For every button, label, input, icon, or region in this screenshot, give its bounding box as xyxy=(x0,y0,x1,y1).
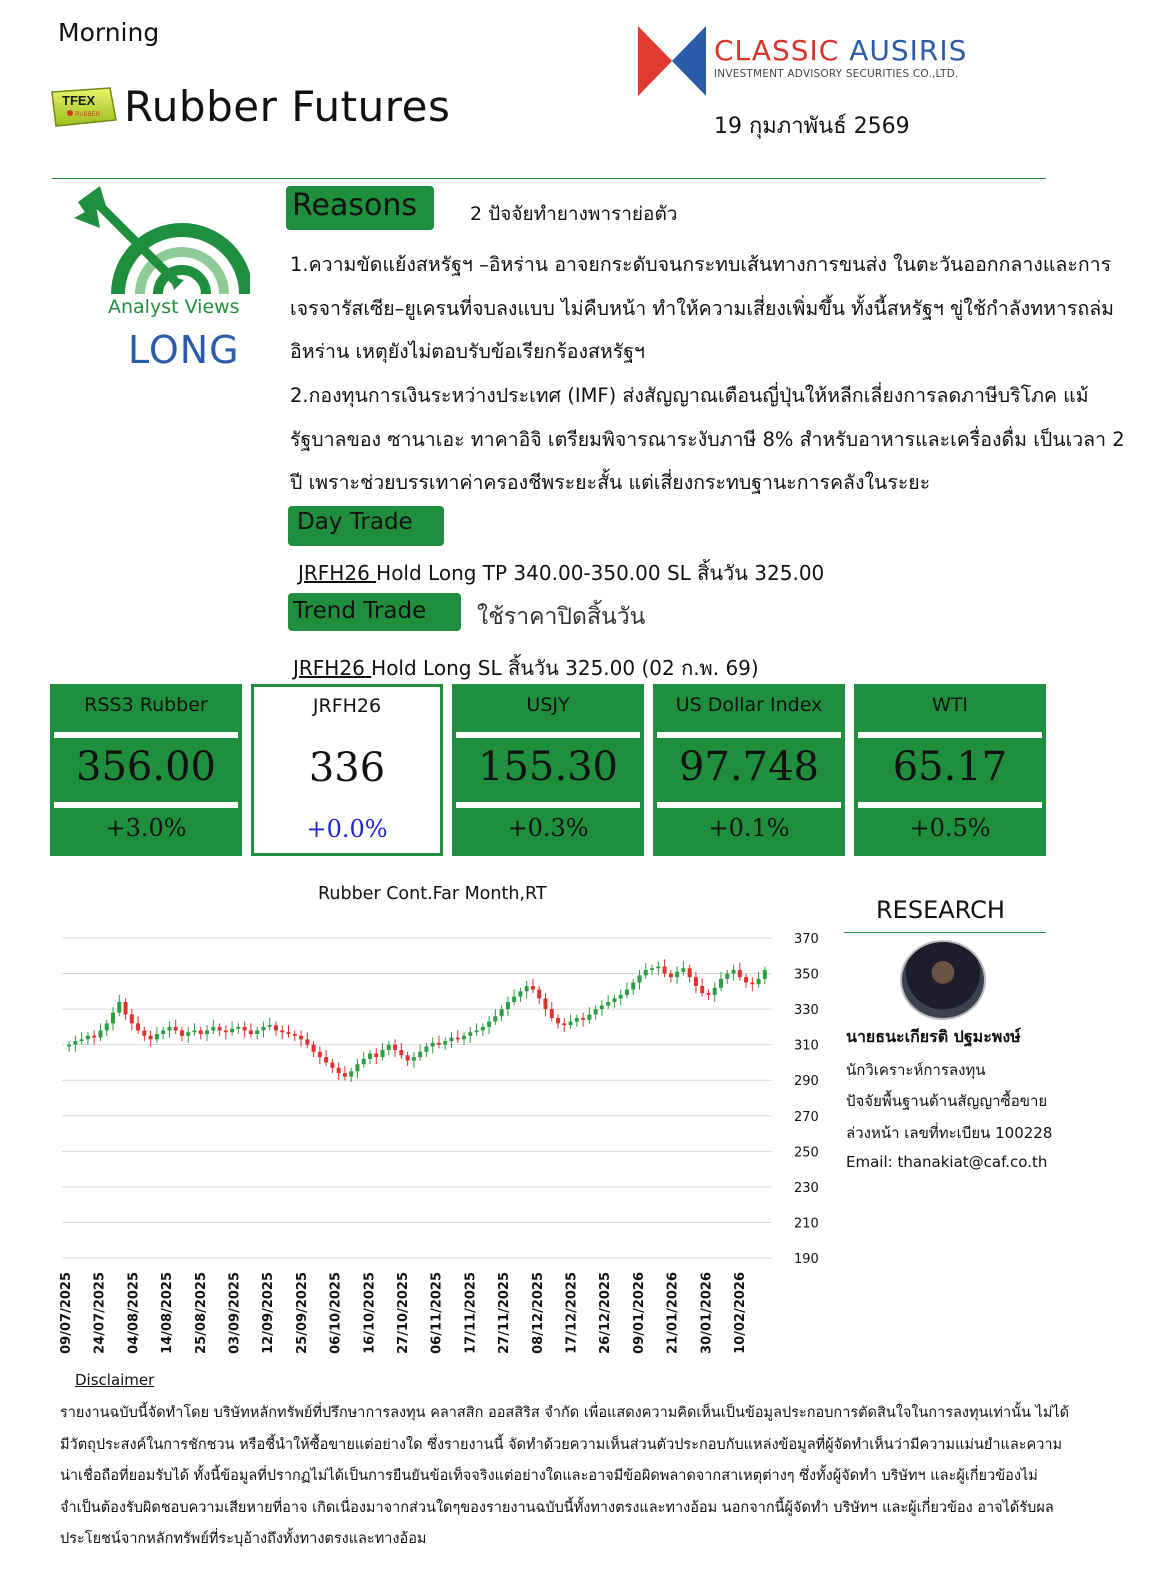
candle-body xyxy=(663,966,667,973)
brand-name-part2: AUSIRIS xyxy=(839,34,968,67)
candle-body xyxy=(393,1045,397,1050)
candle-body xyxy=(299,1036,303,1040)
candle-body xyxy=(318,1052,322,1057)
candle-body xyxy=(274,1025,278,1030)
quote-label: JRFH26 xyxy=(312,695,382,717)
x-tick-label: 25/09/2025 xyxy=(294,1272,310,1354)
quote-label: USJY xyxy=(526,694,570,716)
candle-body xyxy=(67,1045,71,1047)
quote-change: +0.3% xyxy=(507,814,589,842)
candle-body xyxy=(600,1006,604,1010)
quote-rss3 xyxy=(50,684,242,856)
candle-body xyxy=(312,1045,316,1052)
candle-body xyxy=(713,988,717,995)
x-tick-label: 24/07/2025 xyxy=(92,1272,108,1354)
candle-body xyxy=(324,1057,328,1062)
candle-body xyxy=(569,1022,573,1026)
quote-jrfh26 xyxy=(251,684,443,856)
candle-body xyxy=(98,1030,102,1037)
disclaimer-title: Disclaimer xyxy=(75,1371,155,1389)
x-tick-label: 09/01/2026 xyxy=(631,1272,647,1354)
candle-body xyxy=(456,1038,460,1040)
candle-body xyxy=(763,970,767,979)
y-tick-label: 370 xyxy=(794,932,819,947)
candle-body xyxy=(625,990,629,995)
chart-title: Rubber Cont.Far Month,RT xyxy=(318,884,547,904)
quote-change: +0.0% xyxy=(306,815,388,843)
svg-text:RUBBER: RUBBER xyxy=(75,112,101,118)
candle-body xyxy=(261,1027,265,1031)
x-tick-label: 06/10/2025 xyxy=(328,1272,344,1354)
candle-body xyxy=(230,1029,234,1033)
candle-body xyxy=(192,1030,196,1032)
candle-body xyxy=(161,1030,165,1034)
candle-body xyxy=(575,1018,579,1022)
header-divider xyxy=(52,178,1046,179)
candle-body xyxy=(368,1054,372,1059)
candle-body xyxy=(355,1064,359,1071)
candle-body xyxy=(124,1002,128,1014)
candle-body xyxy=(186,1032,190,1036)
quote-divider xyxy=(54,802,238,808)
reason-item-1: 1.ความขัดแย้งสหรัฐฯ –อิหร่าน อาจยกระดับจนกระทบเส้นทางการขนส่ง ในตะวันออกกลางและการเจรจารัสเซีย–ยูเครนที่จบลงแบบ ไม่คืบหน้า ทำให้ความเสี่ยงเพิ่มขึ้น ทั้งนี้สหรัฐฯ ขู่ใช้กำลังทหารถล่มอิหร่าน เหตุยังไม่ตอบรับข้อเรียกร้องสหรัฐฯ xyxy=(290,253,1115,363)
analyst-license-line1: ปัจจัยพื้นฐานด้านสัญญาซื้อขาย xyxy=(846,1092,1048,1110)
candle-body xyxy=(612,998,616,1002)
trend-trade-recommendation xyxy=(293,652,759,684)
candle-body xyxy=(136,1023,140,1030)
quote-label: RSS3 Rubber xyxy=(84,694,208,716)
quote-divider xyxy=(657,732,841,738)
research-title: RESEARCH xyxy=(876,896,1005,924)
quote-usjy xyxy=(452,684,644,856)
quote-divider xyxy=(858,732,1042,738)
quote-divider xyxy=(54,732,238,738)
x-tick-label: 17/11/2025 xyxy=(463,1272,479,1354)
quote-price: 336 xyxy=(308,745,386,791)
candle-body xyxy=(330,1062,334,1067)
candle-body xyxy=(424,1046,428,1051)
candle-body xyxy=(688,968,692,977)
x-tick-label: 03/09/2025 xyxy=(227,1272,243,1354)
candle-body xyxy=(562,1023,566,1025)
analyst-views-label: Analyst Views xyxy=(108,296,240,318)
quote-divider xyxy=(858,802,1042,808)
trend-trade-tag: Trend Trade xyxy=(288,593,461,631)
y-tick-label: 210 xyxy=(794,1216,819,1232)
analyst-role: นักวิเคราะห์การลงทุน xyxy=(846,1061,986,1079)
candle-body xyxy=(399,1050,403,1055)
quote-label: US Dollar Index xyxy=(675,694,823,716)
brand-name xyxy=(714,34,967,67)
candle-body xyxy=(155,1034,159,1039)
day-trade-symbol: JRFH26 xyxy=(298,561,377,585)
disclaimer-text: รายงานฉบับนี้จัดทำโดย บริษัทหลักทรัพย์ที่ปรึกษาการลงทุน คลาสสิก ออสสิริส จำกัด เพื่อแสดงความคิดเห็นเป็นข้อมูลประกอบการตัดสินใจในการลงทุนเท่านั้น ไม่ได้มีวัตถุประสงค์ในการชักชวน หรือชี้นำให้ซื้อขายแต่อย่างใด ซึ่งรายงานนี้ จัดทำด้วยความเห็นส่วนตัวประกอบกับแหล่งข้อมูลที่ผู้จัดทำเห็นว่ามีความแม่นยำและความน่าเชื่อถือที่ยอมรับได้ ทั้งนี้ข้อมูลที่ปรากฏไม่ได้เป็นการยืนยันข้อเท็จจริงแต่อย่างใดและอาจมีข้อผิดพลาดจากสาเหตุต่างๆ ซึ่งทั้งผู้จัดทำ บริษัทฯ และผู้เกี่ยวข้องไม่จำเป็นต้องรับผิดชอบความเสียหายที่อาจ เกิดเนื่องมาจากส่วนใดๆของรายงานฉบับนี้ทั้งทางตรงและทางอ้อม นอกจากนี้ผู้จัดทำ บริษัทฯ และผู้เกี่ยวข้อง อาจได้รับผลประโยชน์จากหลักทรัพย์ที่ระบุอ้างถึงทั้งทางตรงและทางอ้อม xyxy=(60,1405,1070,1547)
candle-body xyxy=(512,997,516,1002)
candle-body xyxy=(142,1030,146,1035)
candle-body xyxy=(117,1002,121,1013)
trend-trade-symbol: JRFH26 xyxy=(293,656,372,680)
candle-body xyxy=(149,1036,153,1040)
analyst-name: นายธนะเกียรติ ปฐมะพงษ์ xyxy=(846,1027,1021,1046)
candle-body xyxy=(518,991,522,996)
candle-body xyxy=(280,1030,284,1032)
quote-divider xyxy=(456,732,640,738)
candle-body xyxy=(581,1018,585,1020)
report-date: 19 กุมภาพันธ์ 2569 xyxy=(714,114,910,139)
candle-body xyxy=(650,968,654,970)
y-tick-label: 290 xyxy=(794,1074,819,1090)
day-trade-tag: Day Trade xyxy=(288,506,444,546)
x-tick-label: 17/12/2025 xyxy=(564,1272,580,1354)
candle-body xyxy=(694,977,698,986)
candle-body xyxy=(443,1041,447,1045)
y-tick-label: 230 xyxy=(794,1180,819,1196)
x-tick-label: 04/08/2025 xyxy=(126,1272,142,1354)
day-trade-recommendation xyxy=(298,557,824,589)
analyst-license-line2: ล่วงหน้า เลขที่ทะเบียน 100228 xyxy=(846,1124,1053,1142)
candle-body xyxy=(631,982,635,989)
price-chart xyxy=(50,920,840,1370)
candle-body xyxy=(481,1027,485,1031)
candle-body xyxy=(86,1036,90,1040)
candle-body xyxy=(675,972,679,977)
candle-body xyxy=(343,1073,347,1077)
quote-price: 97.748 xyxy=(679,744,819,790)
candle-body xyxy=(255,1030,259,1034)
candle-body xyxy=(406,1055,410,1060)
x-tick-label: 10/02/2026 xyxy=(733,1272,748,1354)
candle-body xyxy=(80,1039,84,1041)
candle-body xyxy=(475,1030,479,1032)
x-tick-label: 26/12/2025 xyxy=(598,1272,614,1354)
candle-body xyxy=(644,970,648,975)
brand-name-part1: CLASSIC xyxy=(714,34,840,67)
classic-ausiris-logo xyxy=(638,26,706,96)
trend-trade-note: ใช้ราคาปิดสิ้นวัน xyxy=(477,604,646,630)
candle-body xyxy=(449,1038,453,1042)
candle-body xyxy=(700,986,704,993)
candle-body xyxy=(531,986,535,990)
x-tick-label: 12/09/2025 xyxy=(261,1272,277,1354)
x-tick-label: 08/12/2025 xyxy=(530,1272,546,1354)
analyst-avatar xyxy=(900,940,986,1020)
candle-body xyxy=(500,1009,504,1016)
candle-body xyxy=(537,990,541,999)
tfex-rubber-logo xyxy=(48,86,118,128)
candle-body xyxy=(287,1032,291,1034)
candle-body xyxy=(249,1030,253,1034)
trend-trade-instruction: Hold Long SL สิ้นวัน 325.00 (02 ก.พ. 69) xyxy=(371,656,759,680)
dart-target-icon xyxy=(70,184,250,300)
quote-divider xyxy=(657,802,841,808)
candle-body xyxy=(349,1071,353,1076)
day-trade-instruction: Hold Long TP 340.00-350.00 SL สิ้นวัน 325.00 xyxy=(376,561,825,585)
candle-body xyxy=(638,975,642,982)
candle-body xyxy=(105,1023,109,1030)
candle-body xyxy=(243,1027,247,1031)
reasons-tag: Reasons xyxy=(286,186,434,230)
candle-body xyxy=(750,982,754,984)
candle-body xyxy=(305,1039,309,1044)
candle-body xyxy=(619,995,623,999)
candle-body xyxy=(757,979,761,984)
svg-text:TFEX: TFEX xyxy=(62,93,96,108)
candle-body xyxy=(167,1027,171,1031)
candle-body xyxy=(268,1025,272,1027)
candle-body xyxy=(725,974,729,979)
chart-gridlines xyxy=(62,938,772,1258)
candle-body xyxy=(556,1018,560,1023)
candle-body xyxy=(706,993,710,995)
candle-body xyxy=(719,979,723,988)
candle-body xyxy=(468,1032,472,1036)
x-tick-label: 27/11/2025 xyxy=(497,1272,513,1354)
candle-body xyxy=(111,1013,115,1024)
candle-body xyxy=(669,974,673,978)
candle-body xyxy=(487,1022,491,1027)
candle-body xyxy=(174,1027,178,1031)
research-divider xyxy=(844,932,1046,933)
candle-body xyxy=(180,1030,184,1035)
quote-price: 155.30 xyxy=(478,744,618,790)
candle-body xyxy=(205,1030,209,1034)
x-tick-label: 06/11/2025 xyxy=(429,1272,445,1354)
reason-item-2: 2.กองทุนการเงินระหว่างประเทศ (IMF) ส่งสัญญาณเตือนญี่ปุ่นให้หลีกเลี่ยงการลดภาษีบริโภค แม้รัฐบาลของ ซานาเอะ ทาคาอิจิ เตรียมพิจารณาระงับภาษี 8% สำหรับอาหารและเครื่องดื่ม เป็นเวลา 2 ปี เพราะช่วยบรรเทาค่าครองชีพระยะสั้น แต่เสี่ยงกระทบฐานะการคลังในระยะ xyxy=(290,384,1125,494)
candle-body xyxy=(681,968,685,972)
candle-body xyxy=(224,1030,228,1032)
candle-body xyxy=(493,1016,497,1021)
candle-body xyxy=(130,1014,134,1023)
quote-change: +3.0% xyxy=(105,814,187,842)
x-tick-label: 25/08/2025 xyxy=(193,1272,209,1354)
candle-body xyxy=(92,1036,96,1038)
market-quotes xyxy=(50,684,1047,856)
candle-body xyxy=(550,1009,554,1018)
quote-price: 65.17 xyxy=(892,744,1008,790)
brand-subtitle: INVESTMENT ADVISORY SECURITIES CO.,LTD. xyxy=(714,68,959,80)
candle-body xyxy=(656,966,660,968)
candle-body xyxy=(199,1030,203,1034)
x-tick-label: 30/01/2026 xyxy=(699,1272,715,1354)
quote-change: +0.1% xyxy=(708,814,790,842)
quote-price: 356.00 xyxy=(76,744,216,790)
y-tick-label: 310 xyxy=(794,1038,819,1054)
reasons-heading: 2 ปัจจัยทำยางพาราย่อตัว xyxy=(470,203,678,225)
x-tick-label: 16/10/2025 xyxy=(362,1272,378,1354)
candle-body xyxy=(525,986,529,991)
candle-body xyxy=(437,1043,441,1045)
quote-divider xyxy=(456,802,640,808)
analyst-direction: LONG xyxy=(128,328,240,372)
candle-body xyxy=(587,1014,591,1019)
candle-body xyxy=(374,1054,378,1058)
candle-body xyxy=(387,1045,391,1050)
candle-body xyxy=(594,1009,598,1014)
candle-body xyxy=(431,1043,435,1047)
y-tick-label: 250 xyxy=(794,1145,819,1161)
candle-body xyxy=(744,977,748,982)
candle-body xyxy=(293,1034,297,1036)
candle-body xyxy=(506,1002,510,1009)
candle-body xyxy=(211,1027,215,1031)
candle-body xyxy=(381,1050,385,1057)
quote-dxy xyxy=(653,684,845,856)
y-tick-label: 350 xyxy=(794,967,819,983)
candle-body xyxy=(543,998,547,1009)
x-tick-label: 14/08/2025 xyxy=(160,1272,176,1354)
report-title: Rubber Futures xyxy=(124,82,451,131)
y-tick-label: 330 xyxy=(794,1003,819,1019)
y-tick-label: 190 xyxy=(794,1252,819,1267)
x-tick-label: 09/07/2025 xyxy=(59,1272,74,1354)
x-tick-label: 27/10/2025 xyxy=(396,1272,411,1354)
candle-body xyxy=(732,970,736,974)
candle-body xyxy=(236,1027,240,1029)
candle-body xyxy=(418,1052,422,1057)
candle-body xyxy=(462,1036,466,1040)
session-label: Morning xyxy=(58,18,160,47)
candle-body xyxy=(73,1041,77,1045)
quote-change: +0.5% xyxy=(909,814,991,842)
candle-body xyxy=(738,970,742,977)
chart-candles xyxy=(67,959,767,1082)
x-tick-label: 21/01/2026 xyxy=(665,1272,681,1354)
chart-y-ticks xyxy=(794,932,819,1267)
candle-body xyxy=(606,1002,610,1006)
candle-body xyxy=(412,1057,416,1061)
quote-wti xyxy=(854,684,1046,856)
analyst-email[interactable]: Email: thanakiat@caf.co.th xyxy=(846,1153,1048,1171)
quote-label: WTI xyxy=(932,694,968,716)
candle-body xyxy=(218,1027,222,1031)
candle-body xyxy=(337,1068,341,1073)
chart-x-ticks xyxy=(59,1272,748,1354)
candle-body xyxy=(362,1059,366,1064)
y-tick-label: 270 xyxy=(794,1109,819,1125)
